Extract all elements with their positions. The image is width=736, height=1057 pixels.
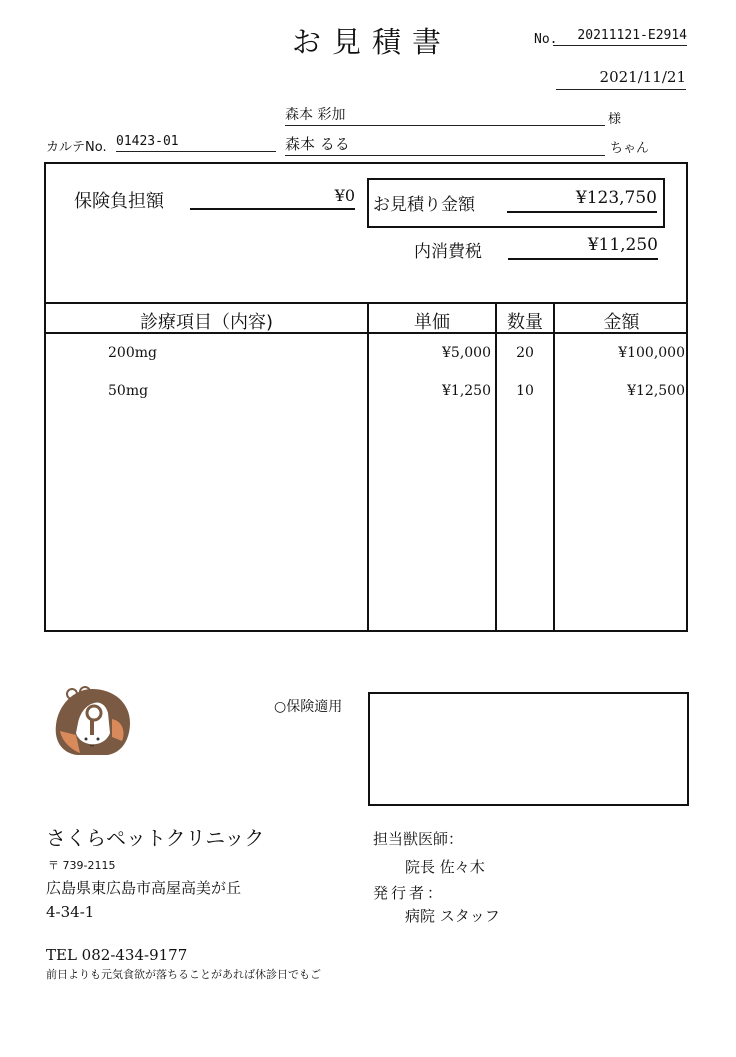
remarks-box [368, 692, 689, 806]
clinic-address-line1: 広島県東広島市高屋高美が丘 [46, 879, 242, 897]
vet-label: 担当獣医師： [373, 830, 464, 848]
insurance-amount: ¥0 [190, 186, 355, 210]
row-amount: ¥100,000 [618, 345, 685, 361]
vet-name: 院長 佐々木 [405, 858, 485, 876]
header-unit-price: 単価 [414, 312, 450, 333]
karte-number: 01423-01 [116, 134, 276, 152]
pet-honorific: ちゃん [610, 141, 650, 156]
clinic-name: さくらペットクリニック [46, 826, 265, 850]
row-quantity: 20 [516, 345, 534, 361]
total-amount: ¥123,750 [507, 188, 657, 213]
insurance-apply-checkbox: ○保険適用 [274, 699, 343, 715]
estimate-number: 20211121-E2914 [553, 28, 687, 46]
row-item: 50mg [108, 383, 149, 399]
row-unit-price: ¥5,000 [442, 345, 491, 361]
issuer-name: 病院 スタッフ [405, 907, 500, 925]
karte-number-label: カルテNo. [46, 140, 107, 155]
column-divider [367, 302, 369, 632]
summary-divider [44, 302, 688, 304]
tax-amount: ¥11,250 [508, 235, 658, 260]
owner-honorific: 様 [608, 112, 622, 127]
owner-name: 森本 彩加 [285, 104, 605, 126]
row-unit-price: ¥1,250 [442, 383, 491, 399]
header-quantity: 数量 [507, 312, 543, 333]
insurance-amount-label: 保険負担額 [74, 191, 164, 212]
row-item: 200mg [108, 345, 157, 361]
total-amount-label: お見積り金額 [373, 195, 475, 215]
clinic-address-line2: 4-34-1 [46, 903, 95, 921]
clinic-phone: TEL 082-434-9177 [46, 946, 188, 964]
estimate-number-label: No. [534, 32, 558, 47]
row-amount: ¥12,500 [627, 383, 685, 399]
clinic-postal-code: 〒 739-2115 [48, 859, 116, 872]
row-quantity: 10 [516, 383, 534, 399]
header-amount: 金額 [603, 312, 640, 333]
pet-name: 森本 るる [285, 133, 605, 156]
clinic-logo-icon [52, 683, 132, 763]
issue-date: 2021/11/21 [556, 68, 686, 90]
issuer-label: 発行者： [373, 884, 446, 902]
header-item: 診療項目（内容) [139, 312, 274, 333]
document-title: お見積書 [292, 25, 453, 59]
tax-label: 内消費税 [414, 242, 482, 262]
column-divider [553, 302, 555, 632]
footer-note: 前日よりも元気食欲が落ちることがあれば休診日でもご [46, 968, 321, 981]
